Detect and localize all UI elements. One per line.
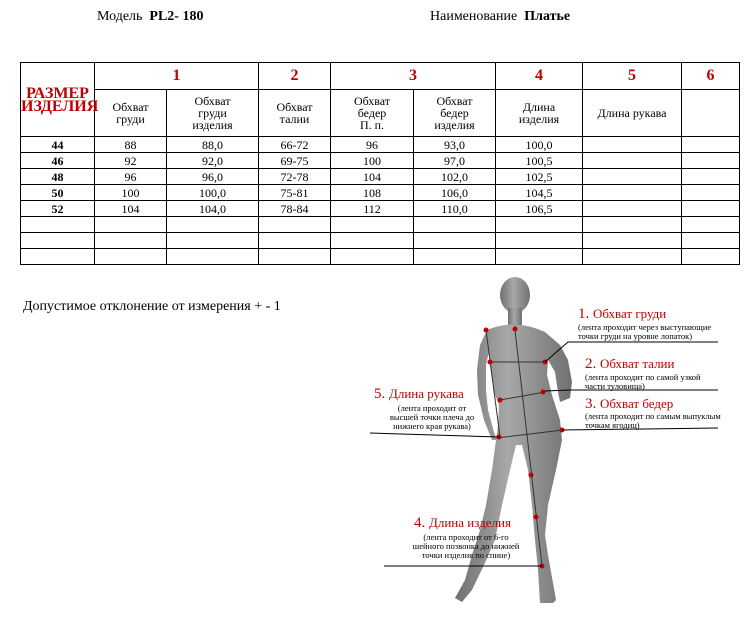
size-cell: 48 [21, 169, 95, 185]
table-cell: 93,0 [414, 137, 496, 153]
table-cell: 106,0 [414, 185, 496, 201]
table-cell: 102,0 [414, 169, 496, 185]
tolerance-note: Допустимое отклонение от измерения + - 1 [23, 299, 281, 314]
table-cell: 104,0 [167, 201, 259, 217]
measurement-name: Обхват бедер [600, 396, 674, 411]
table-cell: 104,5 [496, 185, 583, 201]
measurement-number: 3. [585, 396, 600, 412]
header-text: Обхват [353, 94, 391, 108]
table-cell: 78-84 [259, 201, 331, 217]
measurement-number: 4. [414, 515, 429, 531]
table-cell: 104 [331, 169, 414, 185]
header-text: изделия [192, 118, 233, 132]
header-text: изделия [518, 112, 560, 126]
header-text: Длина рукава [597, 106, 667, 120]
table-cell: 66-72 [259, 137, 331, 153]
table-cell: 100,0 [167, 185, 259, 201]
size-cell: 52 [21, 201, 95, 217]
measurement-note: нижнего края рукава) [393, 421, 471, 431]
measurement-note: точки груди на уровне лопаток) [578, 331, 693, 341]
table-cell: 100 [95, 185, 167, 201]
size-cell: 46 [21, 153, 95, 169]
header-text: Длина [522, 100, 556, 114]
header-text: груди [116, 112, 145, 126]
header-text: Обхват [112, 100, 149, 114]
header-text: РАЗМЕР [26, 84, 89, 102]
header-text: ИЗДЕЛИЯ [21, 97, 99, 115]
size-cell: 50 [21, 185, 95, 201]
measurement-title [585, 356, 675, 372]
header-text: П. п. [359, 118, 385, 132]
group-number-3: 3 [331, 63, 496, 90]
measurement-number: 5. [374, 386, 389, 402]
measurement-title [578, 306, 666, 322]
measurement-title [414, 515, 511, 531]
measurement-name: Длина изделия [429, 515, 511, 530]
table-cell: 102,5 [496, 169, 583, 185]
header-text: изделия [434, 118, 475, 132]
table-cell: 92,0 [167, 153, 259, 169]
table-cell: 75-81 [259, 185, 331, 201]
header-text: бедер [357, 106, 387, 120]
measurement-note: части туловища) [585, 381, 645, 391]
table-cell: 96,0 [167, 169, 259, 185]
table-cell: 88,0 [167, 137, 259, 153]
group-number-2: 2 [259, 63, 331, 90]
measurement-name: Длина рукава [389, 386, 464, 401]
table-cell: 69-75 [259, 153, 331, 169]
measurement-note: (лента проходит через выступающие [578, 322, 712, 332]
measurement-number: 2. [585, 356, 600, 372]
header-text: Обхват [436, 94, 473, 108]
measurement-note: (лента проходит от 6-го [423, 532, 509, 542]
table-cell: 106,5 [496, 201, 583, 217]
header-text: Обхват [276, 100, 313, 114]
measurement-note: (лента проходит от [397, 403, 467, 413]
measurement-note: высшей точки плеча до [389, 412, 475, 422]
table-cell: 96 [331, 137, 414, 153]
group-number-6: 6 [682, 63, 740, 90]
header-text: талии [279, 112, 310, 126]
name-label: Наименование [430, 9, 518, 24]
model-value: PL2- 180 [149, 9, 204, 24]
header-text: груди [198, 106, 227, 120]
measurement-name: Обхват груди [593, 306, 667, 321]
size-cell: 44 [21, 137, 95, 153]
measurement-note: точкам ягодиц) [585, 420, 640, 430]
measurement-name: Обхват талии [600, 356, 675, 371]
measurement-note: (лента проходит по самым выпуклым [585, 411, 721, 421]
table-cell: 88 [95, 137, 167, 153]
table-cell: 72-78 [259, 169, 331, 185]
table-cell: 112 [331, 201, 414, 217]
model-label: Модель [97, 9, 143, 24]
header-text: бедер [440, 106, 469, 120]
table-cell: 100,0 [496, 137, 583, 153]
table-cell: 100 [331, 153, 414, 169]
measurement-title [374, 386, 464, 402]
measurement-title [585, 396, 673, 412]
table-cell: 100,5 [496, 153, 583, 169]
group-number-1: 1 [95, 63, 259, 90]
measurement-number: 1. [578, 306, 593, 322]
name-value: Платье [524, 9, 571, 24]
measurement-note: (лента проходит по самой узкой [585, 372, 701, 382]
table-cell: 104 [95, 201, 167, 217]
group-number-4: 4 [496, 63, 583, 90]
group-number-5: 5 [583, 63, 682, 90]
header-text: Обхват [194, 94, 231, 108]
measurement-note: точки изделия по спине) [421, 550, 511, 560]
measurement-note: шейного позвонка до нижней [412, 541, 520, 551]
table-cell: 108 [331, 185, 414, 201]
table-cell: 97,0 [414, 153, 496, 169]
table-cell: 110,0 [414, 201, 496, 217]
table-cell: 96 [95, 169, 167, 185]
table-cell: 92 [95, 153, 167, 169]
